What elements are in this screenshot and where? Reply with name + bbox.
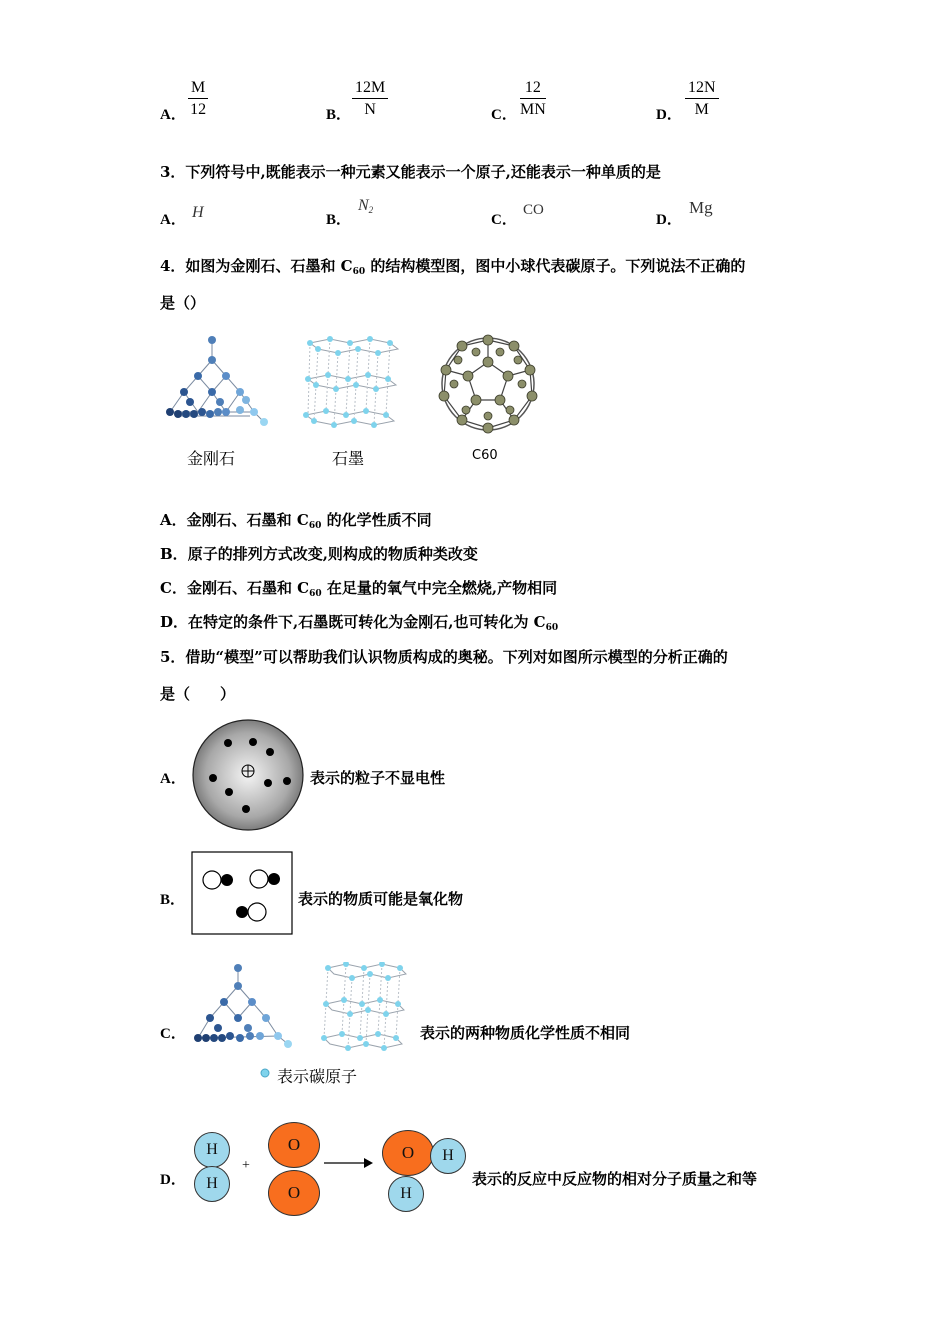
q3-b-element: N — [358, 197, 369, 214]
q2-c-numerator: 12 — [520, 78, 546, 99]
q2-b-numerator: 12M — [352, 78, 388, 99]
hydrogen-atom-1: H — [194, 1132, 230, 1168]
q5-option-b-text: 表示的物质可能是氧化物 — [298, 890, 464, 908]
q5-option-a-label: A． — [160, 771, 186, 787]
hydrogen-atom-product-2: H — [388, 1176, 424, 1212]
graphite-structure-figure — [300, 335, 405, 430]
q4-option-b-label: B． — [160, 545, 188, 563]
diamond-structure-small-figure — [190, 962, 295, 1052]
q2-c-denominator: MN — [520, 101, 546, 118]
plus-sign: + — [242, 1158, 250, 1173]
q4-option-a-label: A． — [160, 511, 187, 529]
q4-option-a-text-pre: 金刚石、石墨和 C — [186, 511, 309, 529]
q2-option-a-fraction — [188, 78, 208, 121]
q4-option-d-label: D． — [160, 613, 189, 631]
q4-option-d[interactable] — [160, 611, 558, 633]
q3-option-c-label: C． — [491, 212, 517, 228]
reaction-figure — [192, 1128, 482, 1220]
q4-stem-post: 的结构模型图，图中小球代表碳原子。下列说法不正确的 — [365, 257, 746, 275]
q3-option-a-label: A． — [160, 212, 186, 228]
q4-option-d-text-pre: 在特定的条件下,石墨既可转化为金刚石,也可转化为 C — [188, 613, 546, 631]
q2-a-numerator: M — [188, 78, 208, 99]
carbon-atom-legend-text: 表示碳原子 — [277, 1067, 358, 1086]
q4-stem-line1 — [160, 255, 745, 277]
q4-option-b[interactable] — [160, 543, 478, 564]
q5-option-c-label: C． — [160, 1026, 186, 1042]
hydrogen-atom-2: H — [194, 1166, 230, 1202]
q2-a-denominator: 12 — [190, 101, 207, 118]
q5-stem-line1: 5．借助“模型”可以帮助我们认识物质构成的奥秘。下列对如图所示模型的分析正确的 — [160, 648, 728, 666]
q4-option-d-sub: 60 — [545, 623, 559, 633]
q3-option-d-symbol: Mg — [689, 198, 713, 217]
graphite-structure-small-figure — [320, 962, 412, 1052]
caption-c60: C60 — [472, 448, 498, 463]
q4-option-c-text-pre: 金刚石、石墨和 C — [186, 579, 310, 597]
q4-option-b-text: 原子的排列方式改变,则构成的物质种类改变 — [187, 545, 478, 563]
q3-option-c-symbol: CO — [523, 202, 544, 218]
q3-b-subscript: 2 — [368, 205, 374, 215]
q2-option-d-label: D． — [656, 107, 682, 123]
reaction-arrow-icon — [324, 1156, 374, 1170]
q4-option-a-sub: 60 — [308, 521, 322, 531]
caption-diamond: 金刚石 — [187, 449, 236, 468]
q5-option-d-text: 表示的反应中反应物的相对分子质量之和等 — [472, 1170, 758, 1188]
q4-option-a[interactable] — [160, 509, 432, 531]
diamond-structure-figure — [160, 332, 275, 432]
q3-option-a-symbol: H — [192, 204, 204, 221]
q4-option-a-text-post: 的化学性质不同 — [321, 511, 432, 529]
q5-stem-line2: 是（ ） — [160, 685, 236, 703]
q4-stem-line2: 是（） — [160, 294, 206, 312]
q5-option-d-label: D． — [160, 1172, 186, 1188]
q4-option-c-sub: 60 — [309, 589, 322, 599]
q2-option-c-fraction — [520, 78, 546, 121]
oxygen-atom-product: O — [382, 1130, 434, 1176]
q4-stem-pre: 4．如图为金刚石、石墨和 C — [160, 257, 353, 275]
c60-structure-figure — [436, 332, 540, 436]
q2-option-b-fraction — [352, 78, 388, 121]
q4-option-c-label: C． — [160, 579, 187, 597]
hydrogen-atom-product-1: H — [430, 1138, 466, 1174]
oxygen-atom-1: O — [268, 1122, 320, 1168]
molecule-box-figure — [191, 851, 294, 936]
q4-option-c-text-post: 在足量的氧气中完全燃烧,产物相同 — [321, 579, 558, 597]
q3-stem: 3．下列符号中,既能表示一种元素又能表示一个原子,还能表示一种单质的是 — [160, 163, 661, 181]
q3-option-b-symbol — [358, 197, 373, 215]
oxygen-atom-2: O — [268, 1170, 320, 1216]
q2-option-d-fraction — [685, 78, 719, 121]
q2-d-denominator: M — [694, 101, 709, 118]
q2-d-numerator: 12N — [685, 78, 719, 99]
q3-option-b-label: B． — [326, 212, 352, 228]
q2-option-b-label: B． — [326, 107, 352, 123]
q5-option-c-text: 表示的两种物质化学性质不相同 — [420, 1024, 631, 1042]
q5-option-a-text: 表示的粒子不显电性 — [310, 769, 446, 787]
atom-model-figure — [191, 718, 305, 832]
q4-stem-sub: 60 — [352, 267, 366, 277]
caption-graphite: 石墨 — [332, 449, 365, 468]
q3-option-d-label: D． — [656, 212, 682, 228]
q4-option-c[interactable] — [160, 577, 557, 599]
q2-option-c-label: C． — [491, 107, 517, 123]
q2-b-denominator: N — [364, 101, 376, 118]
q2-option-a-label: A． — [160, 107, 186, 123]
carbon-atom-legend-icon — [259, 1067, 271, 1079]
q5-option-b-label: B． — [160, 892, 186, 908]
